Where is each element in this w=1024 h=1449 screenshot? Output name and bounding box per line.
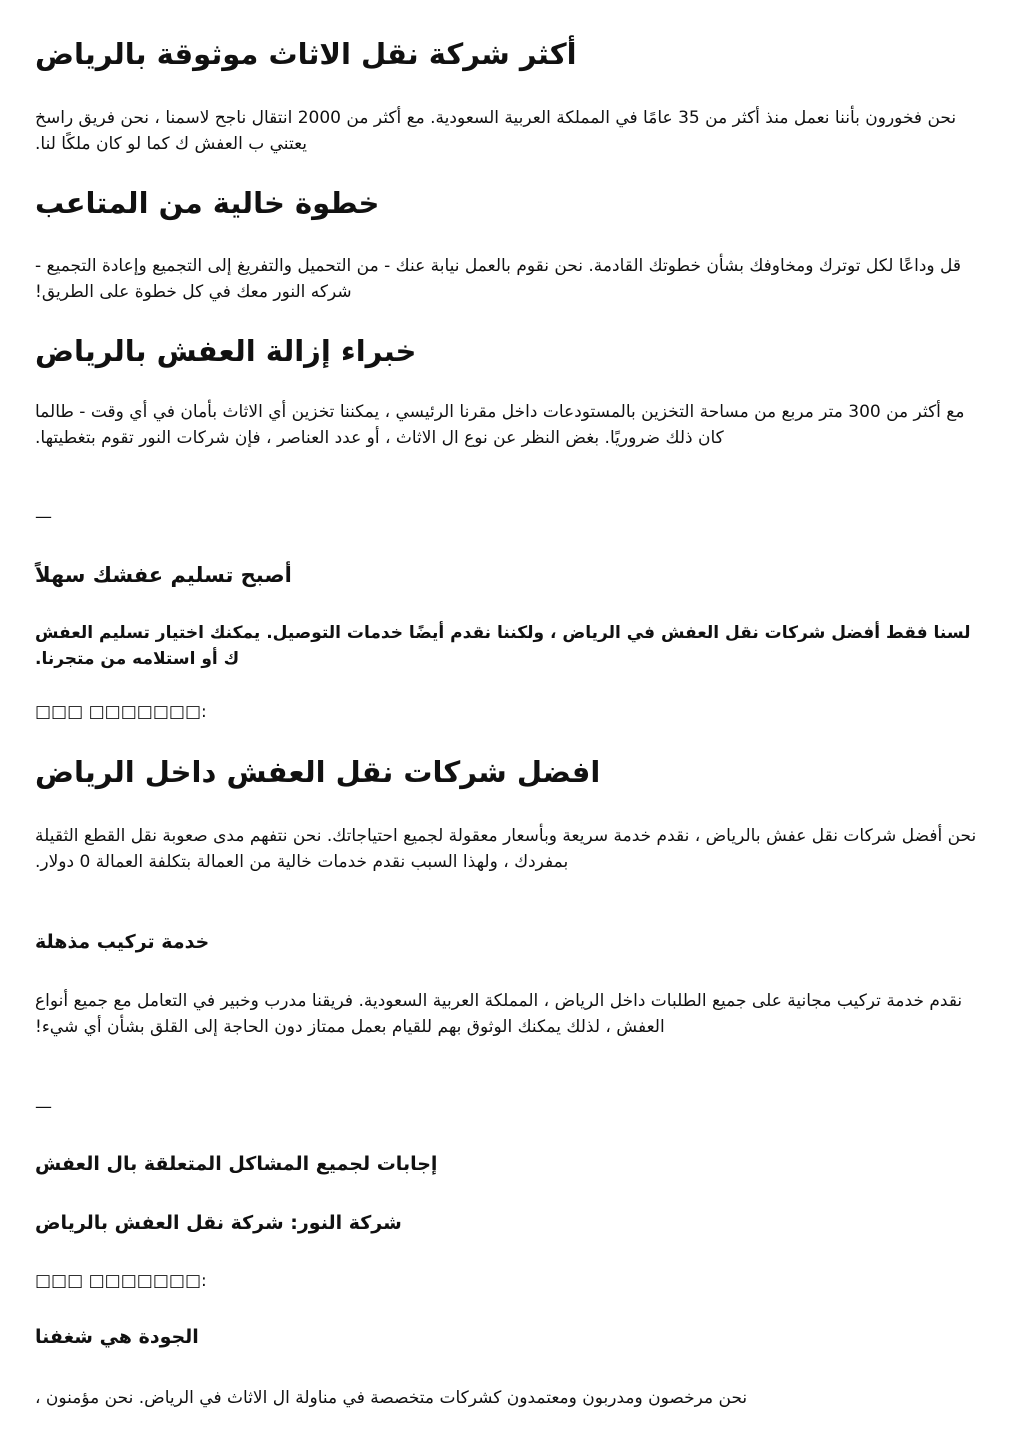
- section-2-heading: خطوة خالية من المتاعب: [35, 186, 380, 220]
- quality-heading: الجودة هي شغفنا: [35, 1326, 199, 1348]
- company-broken-label: □□□ □□□□□□□:: [35, 1271, 207, 1291]
- delivery-paragraph: لسنا فقط أفضل شركات نقل العفش في الرياض ، ولكننا نقدم أيضًا خدمات التوصيل. يمكنك اختيار تسليم العفش ك أو استلامه من متجرنا.: [35, 623, 971, 669]
- best-paragraph: نحن أفضل شركات نقل عفش بالرياض ، نقدم خدمة سريعة وبأسعار معقولة لجميع احتياجاتك. نحن نتفهم مدى صعوبة نقل القطع الثقيلة بمفردك ، ولهذا السبب نقدم خدمات خالية من العمالة بتكلفة العمالة 0 دولار.: [35, 826, 977, 872]
- separator: —: [35, 507, 52, 527]
- section-1-paragraph: نحن فخورون بأننا نعمل منذ أكثر من 35 عامًا في المملكة العربية السعودية. مع أكثر من 2000 انتقال ناجح لاسمنا ، نحن فريق راسخ يعتني ب العفش ك كما لو كان ملكًا لنا.: [35, 108, 957, 154]
- delivery-heading: أصبح تسليم عفشك سهلاً: [35, 563, 292, 587]
- answers-heading: إجابات لجميع المشاكل المتعلقة بال العفش: [35, 1153, 438, 1175]
- section-1-heading: أكثر شركة نقل الاثاث موثوقة بالرياض: [35, 37, 577, 71]
- best-heading: افضل شركات نقل العفش داخل الرياض: [35, 755, 601, 789]
- separator: —: [35, 1097, 52, 1117]
- install-heading: خدمة تركيب مذهلة: [35, 931, 210, 953]
- section-2-paragraph: قل وداعًا لكل توترك ومخاوفك بشأن خطوتك القادمة. نحن نقوم بالعمل نيابة عنك - من التحميل والتفريغ إلى التجميع وإعادة التجميع - شركه النور معك في كل خطوة على الطريق!: [35, 256, 962, 302]
- install-paragraph: نقدم خدمة تركيب مجانية على جميع الطلبات داخل الرياض ، المملكة العربية السعودية. فريقنا مدرب وخبير في التعامل مع جميع أنواع العفش ، لذلك يمكنك الوثوق بهم للقيام بعمل ممتاز دون الحاجة إلى القلق بشأن أي شيء!: [35, 991, 963, 1037]
- delivery-broken-label: □□□ □□□□□□□:: [35, 702, 207, 722]
- section-3-heading: خبراء إزالة العفش بالرياض: [35, 334, 417, 368]
- company-heading: شركة النور: شركة نقل العفش بالرياض: [35, 1212, 402, 1234]
- quality-paragraph: نحن مرخصون ومدربون ومعتمدون كشركات متخصصة في مناولة ال الاثاث في الرياض. نحن مؤمنون ،: [35, 1388, 748, 1408]
- section-3-paragraph: مع أكثر من 300 متر مربع من مساحة التخزين بالمستودعات داخل مقرنا الرئيسي ، يمكننا تخزين أي الاثاث بأمان في أي وقت - طالما كان ذلك ضروريًا. بغض النظر عن نوع ال الاثاث ، أو عدد العناصر ، فإن شركات النور تقوم بتغطيتها.: [35, 402, 965, 448]
